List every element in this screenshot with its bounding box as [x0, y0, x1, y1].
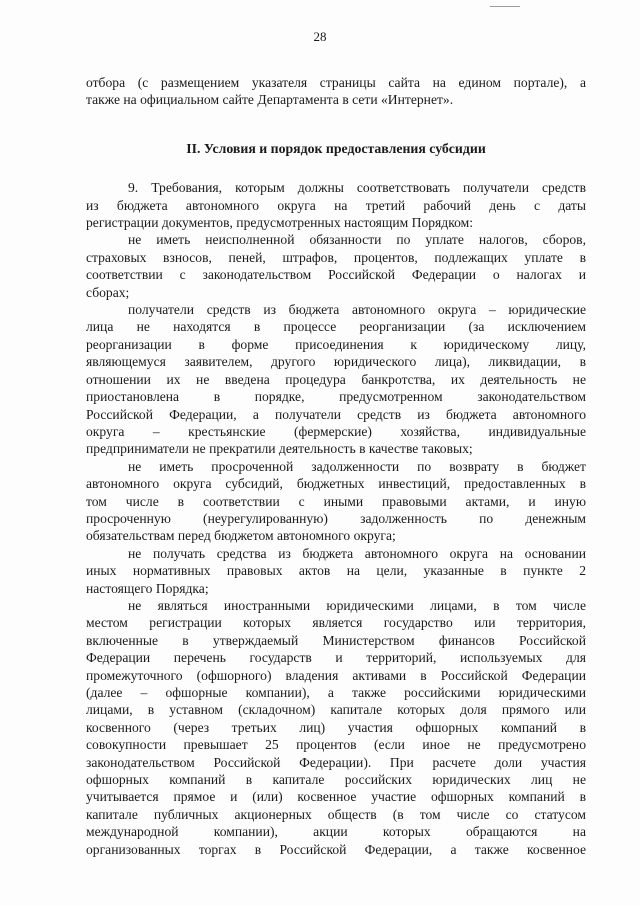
text-line: просроченную (неурегулированную) задолженность по денежным	[86, 510, 586, 526]
text-line: из бюджета автономного округа на третий рабочий день с даты	[86, 197, 586, 213]
text-line: являющемуся заявителем, другого юридического лица), ликвидации, в	[86, 354, 586, 370]
text-line: отбора (с размещением указателя страницы сайта на едином портале), а	[86, 75, 586, 90]
text-line: не иметь просроченной задолженности по возврату в бюджет	[128, 458, 586, 474]
text-line: не являться иностранными юридическими лицами, в том числе	[128, 597, 586, 613]
text-line: капитале публичных акционерных обществ (в том числе со статусом	[86, 806, 586, 822]
text-line: (далее – офшорные компании), а также российскими юридическими	[86, 685, 586, 700]
text-line: обязательствам перед бюджетом автономного округа;	[86, 528, 396, 544]
text-line: округа – крестьянские (фермерские) хозяйства, индивидуальные	[86, 423, 586, 439]
text-line: Федерации перечень государств и территорий, используемых для	[86, 650, 586, 666]
body-paragraph	[86, 458, 586, 545]
scan-corner-mark	[490, 0, 520, 7]
body-paragraph	[86, 545, 586, 597]
body-paragraph	[86, 179, 586, 231]
text-line: 9. Требования, которым должны соответствовать получатели средств	[128, 180, 586, 196]
text-line: реорганизации в форме присоединения к юридическому лицу,	[86, 336, 586, 352]
text-line: сборах;	[86, 284, 130, 300]
intro-paragraph	[86, 74, 586, 109]
text-line: совокупности превышает 25 процентов (если иное не предусмотрено	[86, 737, 586, 753]
text-line: организованных торгах в Российской Федерации, а также косвенное	[86, 841, 586, 857]
text-line: учитывается прямое и (или) косвенное участие офшорных компаний в	[86, 789, 586, 805]
text-line: предприниматели не прекратили деятельность в качестве таковых;	[86, 441, 473, 457]
text-line: лицами, в уставном (складочном) капитале которых доля прямого или	[86, 702, 586, 718]
body-paragraph	[86, 597, 586, 858]
text-line: офшорных компаний в капитале российских юридических лиц не	[86, 772, 586, 788]
text-line: том числе в соответствии с иными правовыми актами, и иную	[86, 493, 586, 509]
text-line: Российской Федерации, а получатели средств из бюджета автономного	[86, 406, 586, 422]
text-line: страховых взносов, пеней, штрафов, процентов, подлежащих уплате в	[86, 249, 586, 265]
text-line: соответствии с законодательством Российской Федерации о налогах и	[86, 267, 586, 283]
text-line: приостановлена в порядке, предусмотренном законодательством	[86, 389, 586, 405]
text-line: косвенного (через третьих лиц) участия офшорных компаний в	[86, 719, 586, 735]
text-line: автономного округа субсидий, бюджетных инвестиций, предоставленных в	[86, 476, 586, 492]
page-number: 28	[313, 29, 327, 44]
text-line: международной компании), акции которых обращаются на	[86, 824, 586, 840]
text-line: не получать средства из бюджета автономного округа на основании	[128, 545, 586, 561]
body-paragraph	[86, 231, 586, 301]
text-line: также на официальном сайте Департамента в сети «Интернет».	[86, 92, 454, 108]
text-line: промежуточного (офшорного) владения активами в Российской Федерации	[86, 667, 586, 683]
text-line: не иметь неисполненной обязанности по уплате налогов, сборов,	[128, 232, 586, 248]
document-body	[86, 74, 586, 858]
text-line: получатели средств из бюджета автономного округа – юридические	[128, 302, 586, 318]
text-line: иных нормативных правовых актов на цели, указанные в пункте 2	[86, 563, 586, 579]
text-line: регистрации документов, предусмотренных настоящим Порядком:	[86, 215, 474, 231]
text-line: отношении их не введена процедура банкротства, их деятельность не	[86, 371, 586, 387]
text-line: законодательством Российской Федерации). При расчете доли участия	[86, 754, 586, 770]
text-line: местом регистрации которых является государство или территория,	[86, 615, 586, 631]
paragraph-list	[86, 179, 586, 858]
section-heading: II. Условия и порядок предоставления субсидии	[186, 140, 486, 156]
text-line: настоящего Порядка;	[86, 580, 209, 596]
text-line: включенные в утверждаемый Министерством финансов Российской	[86, 632, 586, 648]
text-line: лица не находятся в процессе реорганизации (за исключением	[86, 319, 586, 335]
body-paragraph	[86, 301, 586, 458]
